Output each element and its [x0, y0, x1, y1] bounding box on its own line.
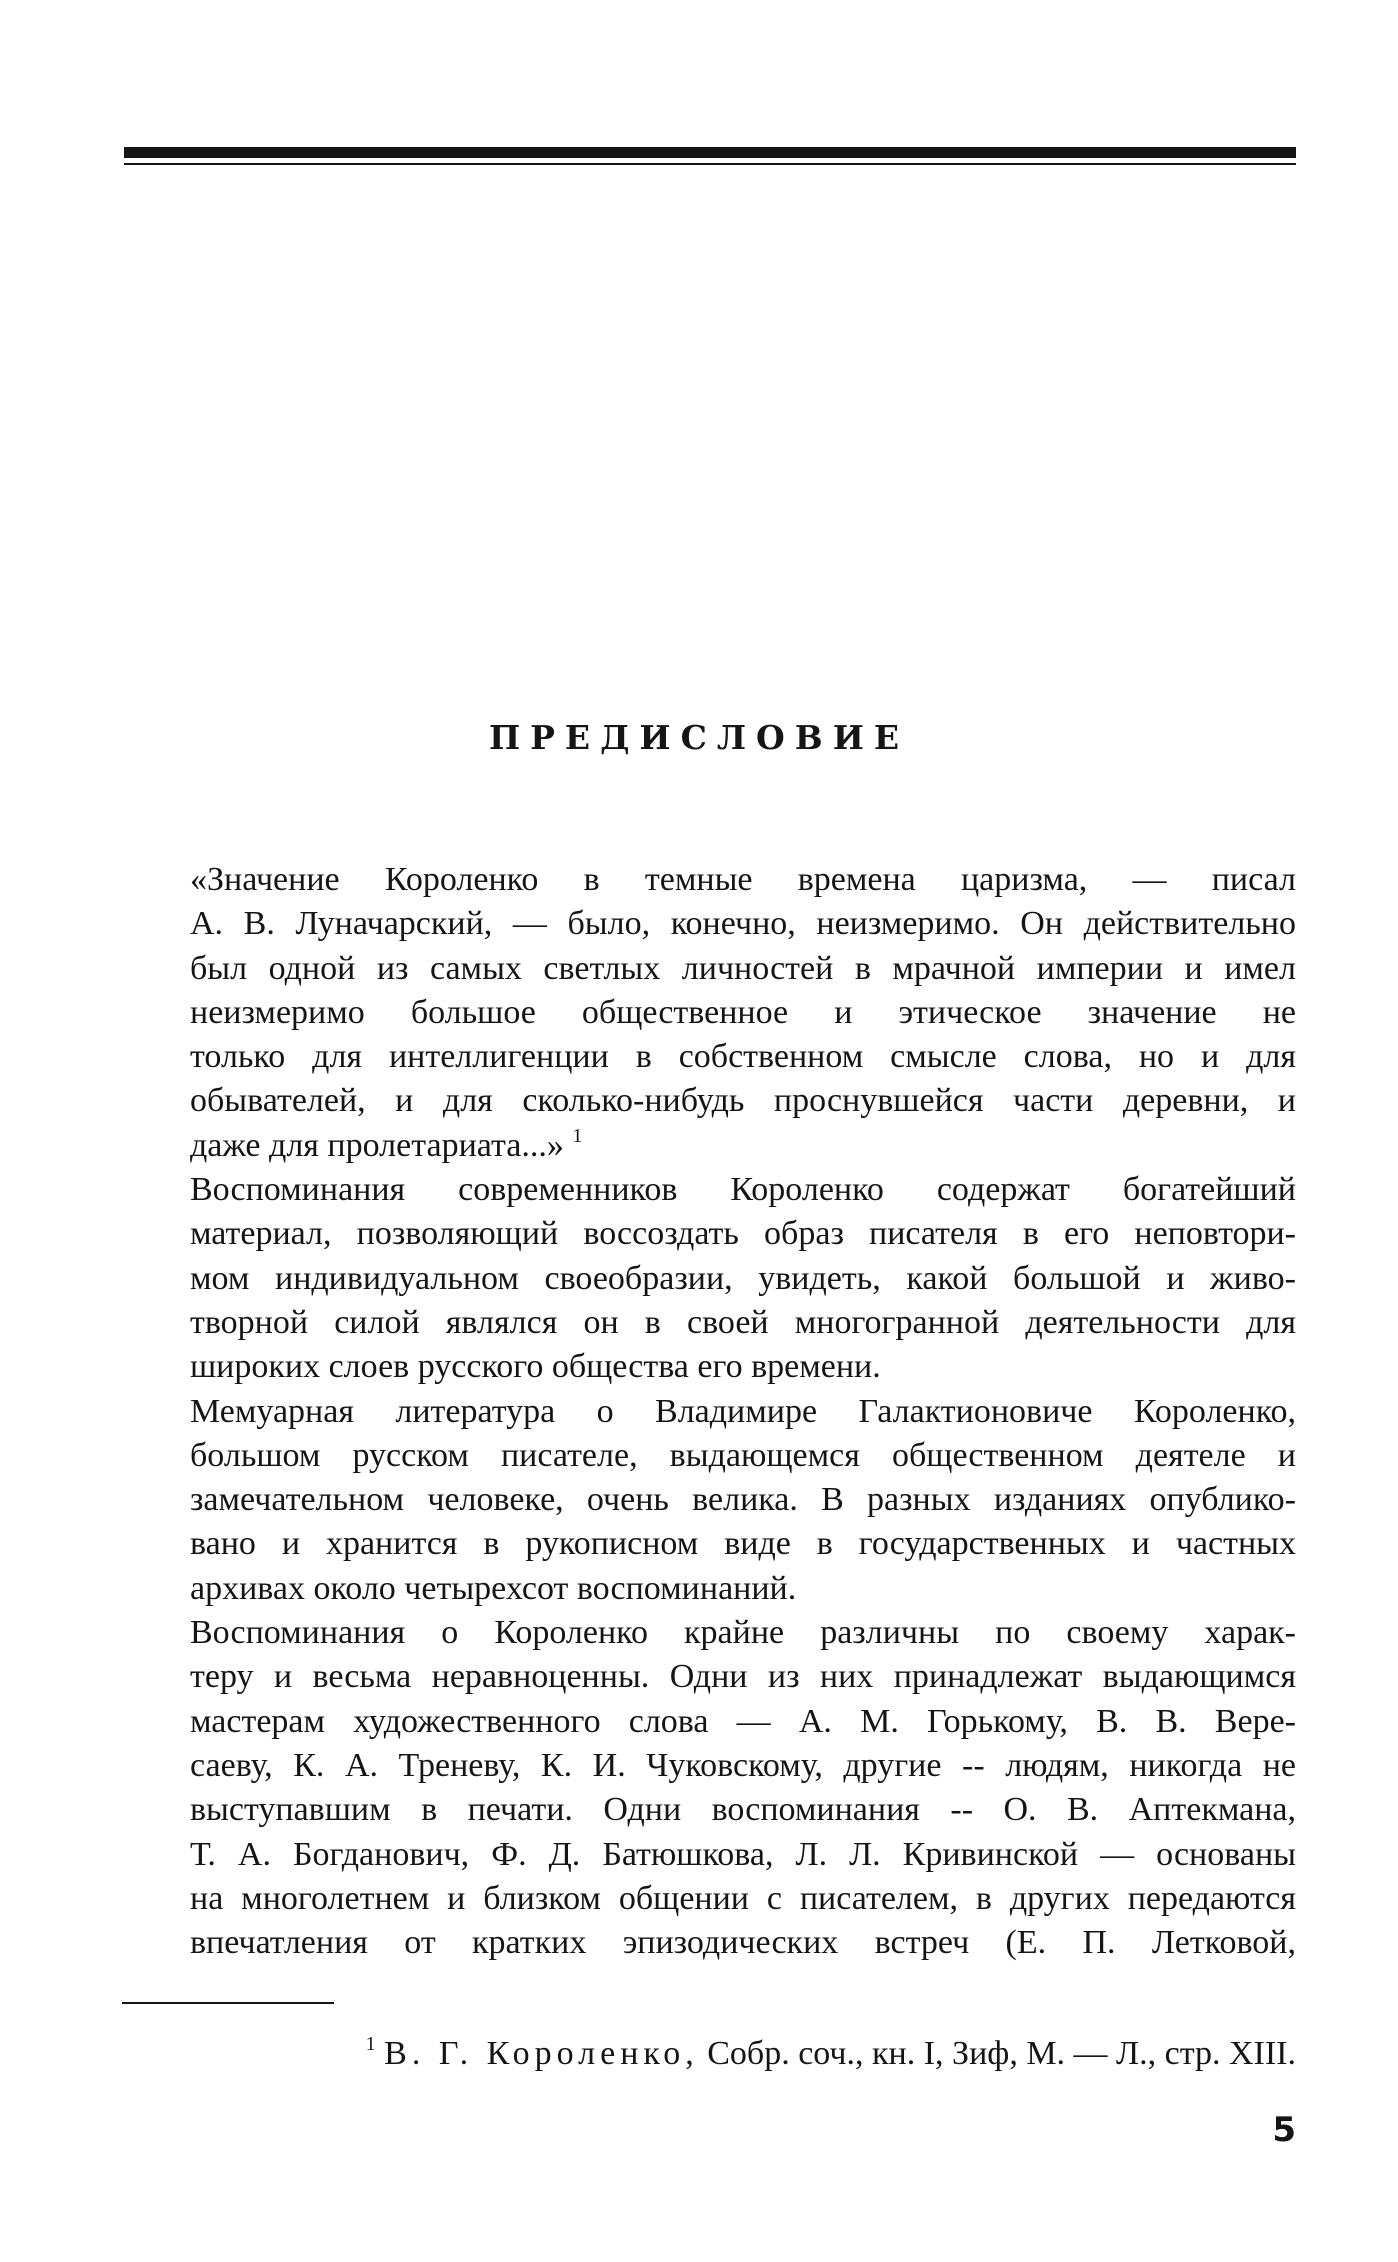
paragraph-1 [124, 858, 1296, 1168]
text-line: большом русском писателе, выдающемся общественном деятеле и [190, 1436, 1296, 1474]
top-rule-thick [124, 147, 1296, 158]
footnote-source: Собр. соч., кн. I, Зиф, М. — Л., стр. XIII. [707, 2035, 1296, 2072]
text-line: «Значение Короленко в темные времена царизма, — писал [190, 861, 1296, 898]
paragraph-4 [124, 1611, 1296, 1965]
top-rule-thin [124, 163, 1296, 165]
paragraph-2 [124, 1168, 1296, 1389]
footnote-ref: 1 [572, 1124, 583, 1147]
footnote [124, 2032, 1296, 2076]
text-line: неизмеримо большое общественное и этическое значение не [190, 993, 1296, 1031]
text-line: замечательном человеке, очень велика. В разных изданиях опублико- [190, 1481, 1296, 1519]
text-line: мом индивидуальном своеобразии, увидеть, какой большой и живо- [190, 1259, 1296, 1297]
text-line: Воспоминания о Короленко крайне различны по своему харак- [190, 1614, 1296, 1652]
text-line: только для интеллигенции в собственном смысле слова, но и для [190, 1038, 1296, 1076]
text-line-content: даже для пролетариата...» [190, 1126, 564, 1164]
text-line: Воспоминания современников Короленко содержат богатейший [190, 1171, 1296, 1209]
page-number: 5 [1272, 2110, 1296, 2150]
text-line: саеву, К. А. Треневу, К. И. Чуковскому, другие -- людям, никогда не [190, 1746, 1296, 1784]
body-text [124, 858, 1296, 1965]
footnote-separator [122, 2002, 334, 2004]
text-line: обывателей, и для сколько-нибудь проснувшейся части деревни, и [190, 1082, 1296, 1120]
text-line: творной силой являлся он в своей многогранной деятельности для [190, 1303, 1296, 1341]
text-line: мастерам художественного слова — А. М. Горькому, В. В. Вере- [190, 1702, 1296, 1740]
footnote-author: В. Г. Короленко, [384, 2035, 699, 2072]
text-line: выступавшим в печати. Одни воспоминания -- О. В. Аптекмана, [190, 1791, 1296, 1829]
text-line: материал, позволяющий воссоздать образ писателя в его неповтори- [190, 1215, 1296, 1253]
text-line: вано и хранится в рукописном виде в государственных и частных [190, 1525, 1296, 1563]
text-line: А. В. Луначарский, — было, конечно, неизмеримо. Он действительно [190, 905, 1296, 943]
text-line: теру и весьма неравноценны. Одни из них принадлежат выдающимся [190, 1658, 1296, 1696]
text-line: впечатления от кратких эпизодических встреч (Е. П. Летковой, [190, 1924, 1296, 1962]
text-line: архивах около четырехсот воспоминаний. [190, 1569, 797, 1607]
paragraph-3 [124, 1390, 1296, 1611]
text-line: Т. А. Богданович, Ф. Д. Батюшкова, Л. Л. Кривинской — основаны [190, 1835, 1296, 1873]
text-line-last [124, 1124, 1296, 1168]
text-line: Мемуарная литература о Владимире Галактионовиче Короленко, [190, 1392, 1296, 1430]
chapter-heading: ПРЕДИСЛОВИЕ [488, 718, 910, 757]
text-line: широких слоев русского общества его времени. [190, 1348, 881, 1386]
text-line: был одной из самых светлых личностей в мрачной империи и имел [190, 949, 1296, 987]
footnote-marker: 1 [365, 2033, 376, 2055]
text-line: на многолетнем и близком общении с писателем, в других передаются [190, 1879, 1296, 1917]
